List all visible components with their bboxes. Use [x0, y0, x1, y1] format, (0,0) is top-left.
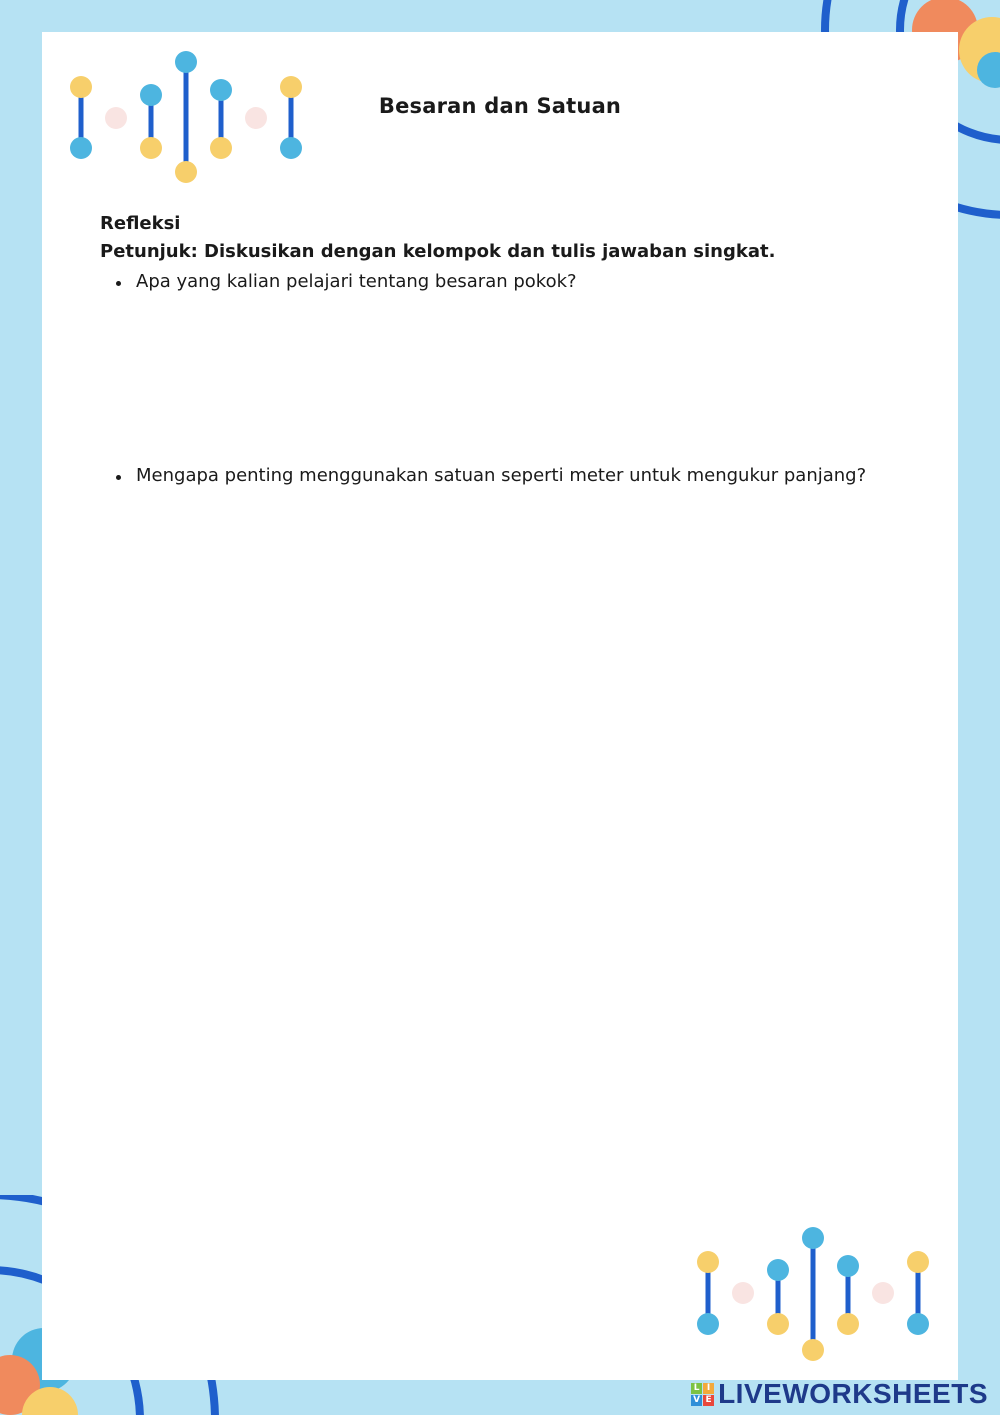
- reflection-section: [100, 210, 900, 490]
- logo-letter: V: [691, 1395, 702, 1406]
- logo-letter: L: [691, 1383, 702, 1394]
- liveworksheets-logo[interactable]: [691, 1379, 988, 1409]
- page-title: Besaran dan Satuan: [378, 94, 622, 118]
- instruction-text: Petunjuk: Diskusikan dengan kelompok dan tulis jawaban singkat.: [100, 241, 776, 262]
- question-item: [100, 268, 900, 296]
- question-item: [100, 462, 900, 490]
- bullet-icon: [116, 281, 121, 286]
- molecule-decoration-bottom-right: [694, 1220, 944, 1365]
- question-list: [100, 268, 900, 490]
- question-text: Mengapa penting menggunakan satuan seperti meter untuk mengukur panjang?: [136, 465, 867, 486]
- logo-letter: I: [703, 1383, 714, 1394]
- logo-mark-icon: [691, 1383, 714, 1406]
- section-title: Refleksi: [100, 213, 181, 234]
- logo-text: LIVEWORKSHEETS: [718, 1378, 988, 1409]
- question-text: Apa yang kalian pelajari tentang besaran pokok?: [136, 271, 577, 292]
- molecule-decoration-top-left: [64, 50, 314, 190]
- bullet-icon: [116, 475, 121, 480]
- logo-letter: E: [703, 1395, 714, 1406]
- worksheet-page: [42, 32, 958, 1380]
